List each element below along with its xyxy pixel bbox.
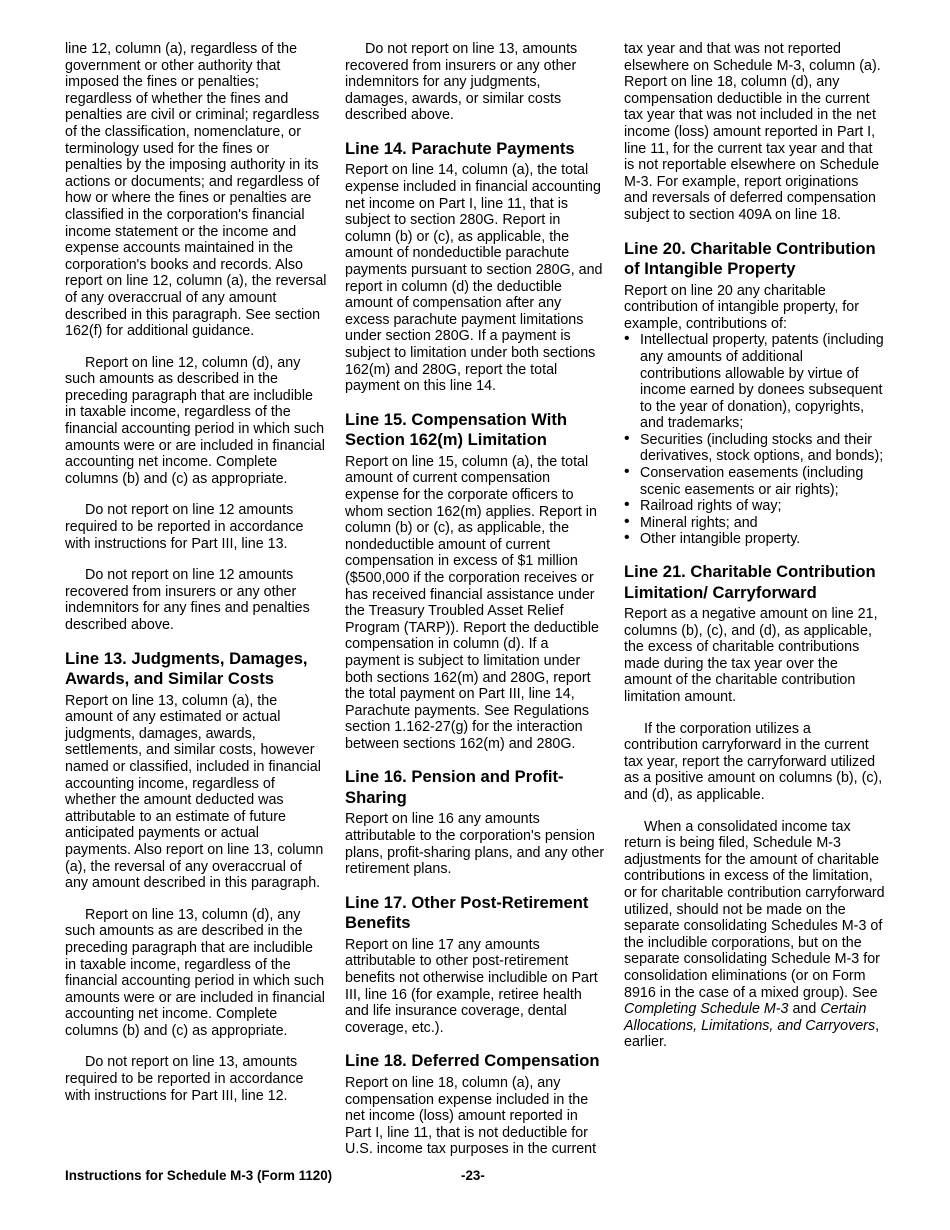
text-span: and <box>792 1001 817 1018</box>
page-footer <box>65 1168 885 1183</box>
list-item: • Other intangible property. <box>624 531 886 548</box>
heading-line-21: Line 21. Charitable Contribution Limitation/ Carryforward <box>624 562 876 602</box>
paragraph-consolidated-return <box>624 819 886 1051</box>
paragraph: Report on line 14, column (a), the total expense included in financial accounting net income on Part I, line 11, that is subject to section 280G. Report in column (b) or (c), as applicable, the amount of nondeductible parachute payments pursuant to section 280G, and report in column (d) the deductible amount of compensation after any excess parachute payment limitations under section 280G. If a payment is subject to limitation under both sections 162(m) and 280G, report the total payment on this line 14. <box>345 162 603 395</box>
heading-line-18: Line 18. Deferred Compensation <box>345 1051 600 1071</box>
paragraph: Report on line 17 any amounts attributable to other post-retirement benefits not otherwise includible on Part III, line 16 (for example, retiree health and life insurance coverage, dental coverage, etc.). <box>345 936 598 1036</box>
column-middle <box>345 41 607 1158</box>
text-span: When a consolidated income tax return is being filed, Schedule M-3 adjustments for the amount of charitable contributions in excess of the limitation, or for charitable contribution carryforward utilized, should not be made on the separate consolidating Schedules M-3 of the includible corporations, but on the separate consolidating Schedule M-3 for consolidation eliminations (or on Form 8916 in the case of a mixed group). See <box>624 818 885 1001</box>
paragraph: Do not report on line 13, amounts required to be reported in accordance with instructions for Part III, line 12. <box>65 1054 304 1104</box>
paragraph: Report on line 16 any amounts attributable to the corporation's pension plans, profit-sharing plans, and any other retirement plans. <box>345 811 605 878</box>
paragraph: Report on line 18, column (a), any compensation expense included in the net income (loss) amount reported in Part I, line 11, that is not deductible for U.S. income tax purposes in the current <box>345 1074 597 1158</box>
paragraph: Do not report on line 13, amounts recovered from insurers or any other indemnitors for any judgments, damages, awards, or similar costs described above. <box>345 41 578 124</box>
column-left <box>65 41 327 1104</box>
cross-reference: Certain Allocations, Limitations, and Carryovers <box>624 1001 876 1034</box>
paragraph: Report on line 13, column (a), the amount of any estimated or actual judgments, damages, awards, settlements, and similar costs, however named or classified, included in financial accounting income, regardless of whether the amount deducted was attributable to an estimate of future anticipated payments or actual payments. Also report on line 13, column (a), the reversal of any overaccrual of any amount described in this paragraph. <box>65 692 324 892</box>
heading-line-20: Line 20. Charitable Contribution of Intangible Property <box>624 238 876 279</box>
heading-line-16: Line 16. Pension and Profit-Sharing <box>345 767 564 807</box>
column-right <box>624 41 886 1051</box>
list-item: • Intellectual property, patents (including any amounts of additional contributions allowable by virtue of income earned by donees subsequent to the year of donation), copyrights, and trademarks; <box>624 332 886 432</box>
page-number: -23- <box>461 1168 485 1183</box>
bullet-list <box>624 332 886 548</box>
list-item: • Conservation easements (including scenic easements or air rights); <box>624 465 886 498</box>
paragraph: Report as a negative amount on line 21, columns (b), (c), and (d), as applicable, the excess of charitable contributions made during the tax year over the amount of the charitable contribution limitation amount. <box>624 606 878 705</box>
text-span: , earlier. <box>624 1017 880 1051</box>
paragraph: Report on line 12, column (d), any such amounts as described in the preceding paragraph that are includible in taxable income, regardless of the financial accounting period in which such amounts were or are included in financial accounting net income. Complete columns (b) and (c) as appropriate. <box>65 354 325 487</box>
paragraph: Do not report on line 12 amounts recovered from insurers or any other indemnitors for any fines and penalties described above. <box>65 567 310 633</box>
paragraph: Report on line 15, column (a), the total amount of current compensation expense for the corporate officers to whom section 162(m) applies. Report in column (b) or (c), as applicable, the nondeductible amount of current compensation in excess of $1 million ($500,000 if the corporation receives or has received financial assistance under the Treasury Troubled Asset Relief Program (TARP)). Report the deductible compensation in column (d). If a payment is subject to limitation under both sections 162(m) and 280G, report the total payment on Part III, line 14, Parachute payments. See Regulations section 1.162-27(g) for the interaction between sections 162(m) and 280G. <box>345 453 599 752</box>
paragraph: Do not report on line 12 amounts required to be reported in accordance with instructions for Part III, line 13. <box>65 502 304 552</box>
heading-line-15: Line 15. Compensation With Section 162(m) Limitation <box>345 409 568 450</box>
list-item: • Mineral rights; and <box>624 515 886 532</box>
heading-line-14: Line 14. Parachute Payments <box>345 138 575 158</box>
paragraph: Report on line 20 any charitable contribution of intangible property, for example, contributions of: <box>624 282 859 332</box>
paragraph: If the corporation utilizes a contribution carryforward in the current tax year, report the carryforward utilized as a positive amount on columns (b), (c), and (d), as applicable. <box>624 720 883 803</box>
cross-reference: Completing Schedule M-3 <box>624 1001 789 1018</box>
heading-line-17: Line 17. Other Post-Retirement Benefits <box>345 892 589 933</box>
form-title: Instructions for Schedule M-3 (Form 1120) <box>65 1168 333 1183</box>
heading-line-13: Line 13. Judgments, Damages, Awards, and Similar Costs <box>65 648 308 689</box>
paragraph: line 12, column (a), regardless of the government or other authority that imposed the fines or penalties; regardless of whether the fines and penalties are civil or criminal; regardless of the classification, nomenclature, or terminology used for the fines or penalties by the imposing authority in its actions or documents; and regardless of how or where the fines or penalties are classified in the corporation's financial income statement or the income and expense accounts maintained in the corporation's books and records. Also report on line 12, column (a), the reversal of any overaccrual of any amount described in this paragraph. See section 162(f) for additional guidance. <box>65 41 327 340</box>
list-item: • Securities (including stocks and their derivatives, stock options, and bonds); <box>624 432 886 465</box>
paragraph: Report on line 13, column (d), any such amounts as are described in the preceding paragraph that are includible in taxable income, regardless of the financial accounting period in which such amounts were or are included in financial accounting net income. Complete columns (b) and (c) as appropriate. <box>65 906 325 1039</box>
paragraph: tax year and that was not reported elsewhere on Schedule M-3, column (a). Report on line 18, column (d), any compensation deductible in the current tax year that was not included in the net income (loss) amount reported in Part I, line 11, for the current tax year and that is not reportable elsewhere on Schedule M-3. For example, report originations and reversals of deferred compensation subject to section 409A on line 18. <box>624 41 881 223</box>
list-item: • Railroad rights of way; <box>624 498 886 515</box>
